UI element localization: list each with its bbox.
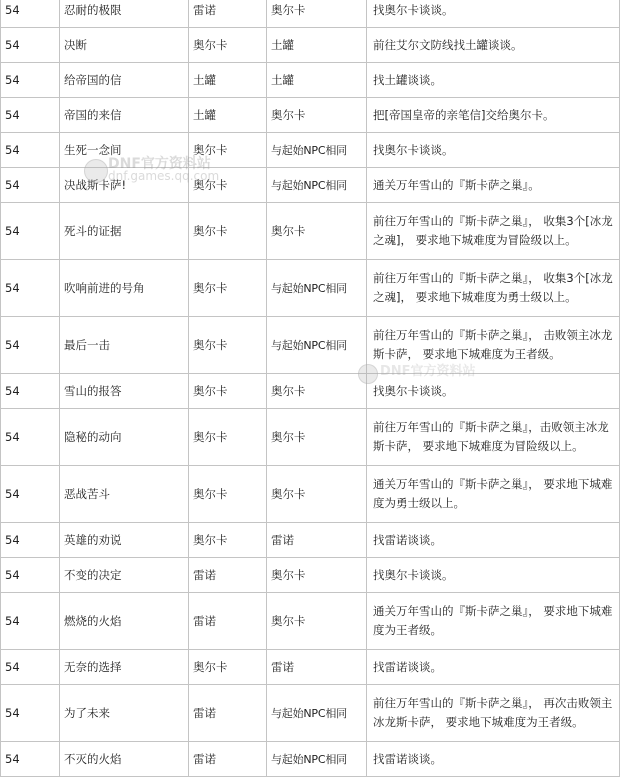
quest-level: 54 (1, 466, 60, 523)
quest-end-npc: 与起始NPC相同 (267, 260, 367, 317)
quest-end-npc: 奥尔卡 (267, 203, 367, 260)
quest-end-npc: 与起始NPC相同 (267, 685, 367, 742)
quest-start-npc: 奥尔卡 (189, 374, 267, 409)
quest-requirement: 通关万年雪山的『斯卡萨之巢』。 (367, 168, 620, 203)
table-row (1, 63, 620, 98)
quest-name: 不灭的火焰 (60, 742, 189, 777)
quest-end-npc: 奥尔卡 (267, 466, 367, 523)
quest-level: 54 (1, 28, 60, 63)
quest-start-npc: 雷诺 (189, 0, 267, 28)
quest-level: 54 (1, 558, 60, 593)
quest-level: 54 (1, 409, 60, 466)
table-row (1, 260, 620, 317)
quest-requirement: 找雷诺谈谈。 (367, 523, 620, 558)
quest-name: 决战斯卡萨! (60, 168, 189, 203)
quest-end-npc: 奥尔卡 (267, 0, 367, 28)
quest-name: 无奈的选择 (60, 650, 189, 685)
quest-name: 给帝国的信 (60, 63, 189, 98)
table-row (1, 466, 620, 523)
quest-start-npc: 雷诺 (189, 558, 267, 593)
quest-level: 54 (1, 317, 60, 374)
quest-requirement: 前往万年雪山的『斯卡萨之巢』，击败领主冰龙斯卡萨， 要求地下城难度为冒险级以上。 (367, 409, 620, 466)
quest-requirement: 把[帝国皇帝的亲笔信]交给奥尔卡。 (367, 98, 620, 133)
quest-requirement: 找奥尔卡谈谈。 (367, 374, 620, 409)
quest-requirement: 找雷诺谈谈。 (367, 650, 620, 685)
quest-end-npc: 与起始NPC相同 (267, 168, 367, 203)
watermark-logo-icon (84, 159, 108, 183)
quest-level: 54 (1, 260, 60, 317)
quest-start-npc: 奥尔卡 (189, 650, 267, 685)
table-row (1, 523, 620, 558)
quest-start-npc: 奥尔卡 (189, 409, 267, 466)
quest-level: 54 (1, 374, 60, 409)
quest-requirement: 前往万年雪山的『斯卡萨之巢』， 击败领主冰龙斯卡萨， 要求地下城难度为王者级。 (367, 317, 620, 374)
quest-requirement: 通关万年雪山的『斯卡萨之巢』， 要求地下城难度为王者级。 (367, 593, 620, 650)
quest-name: 吹响前进的号角 (60, 260, 189, 317)
quest-end-npc: 奥尔卡 (267, 409, 367, 466)
quest-requirement: 找奥尔卡谈谈。 (367, 558, 620, 593)
quest-level: 54 (1, 203, 60, 260)
quest-end-npc: 与起始NPC相同 (267, 133, 367, 168)
quest-name: 决断 (60, 28, 189, 63)
quest-level: 54 (1, 168, 60, 203)
quest-level: 54 (1, 133, 60, 168)
quest-name: 生死一念间 (60, 133, 189, 168)
table-row (1, 203, 620, 260)
quest-end-npc: 与起始NPC相同 (267, 317, 367, 374)
quest-end-npc: 与起始NPC相同 (267, 742, 367, 777)
quest-start-npc: 雷诺 (189, 685, 267, 742)
quest-requirement: 前往万年雪山的『斯卡萨之巢』， 收集3个[冰龙之魂]， 要求地下城难度为勇士级以上。 (367, 260, 620, 317)
quest-start-npc: 奥尔卡 (189, 168, 267, 203)
quest-requirement: 前往万年雪山的『斯卡萨之巢』， 再次击败领主冰龙斯卡萨， 要求地下城难度为王者级。 (367, 685, 620, 742)
quest-level: 54 (1, 650, 60, 685)
table-row (1, 374, 620, 409)
quest-start-npc: 土罐 (189, 63, 267, 98)
table-row (1, 593, 620, 650)
quest-level: 54 (1, 742, 60, 777)
quest-requirement: 找奥尔卡谈谈。 (367, 133, 620, 168)
quest-name: 恶战苦斗 (60, 466, 189, 523)
quest-start-npc: 奥尔卡 (189, 133, 267, 168)
quest-start-npc: 奥尔卡 (189, 317, 267, 374)
quest-requirement: 找奥尔卡谈谈。 (367, 0, 620, 28)
quest-requirement: 通关万年雪山的『斯卡萨之巢』， 要求地下城难度为勇士级以上。 (367, 466, 620, 523)
quest-level: 54 (1, 593, 60, 650)
quest-end-npc: 土罐 (267, 28, 367, 63)
quest-start-npc: 雷诺 (189, 742, 267, 777)
quest-name: 为了未来 (60, 685, 189, 742)
quest-end-npc: 土罐 (267, 63, 367, 98)
quest-name: 帝国的来信 (60, 98, 189, 133)
quest-end-npc: 雷诺 (267, 650, 367, 685)
quest-start-npc: 奥尔卡 (189, 523, 267, 558)
quest-name: 雪山的报答 (60, 374, 189, 409)
quest-end-npc: 奥尔卡 (267, 558, 367, 593)
quest-requirement: 找土罐谈谈。 (367, 63, 620, 98)
table-row (1, 685, 620, 742)
table-row (1, 742, 620, 777)
quest-name: 燃烧的火焰 (60, 593, 189, 650)
quest-name: 英雄的劝说 (60, 523, 189, 558)
quest-level: 54 (1, 523, 60, 558)
quest-name: 最后一击 (60, 317, 189, 374)
quest-start-npc: 土罐 (189, 98, 267, 133)
quest-name: 隐秘的动向 (60, 409, 189, 466)
quest-start-npc: 奥尔卡 (189, 466, 267, 523)
quest-requirement: 找雷诺谈谈。 (367, 742, 620, 777)
watermark-text: DNF官方资料站 (108, 156, 211, 172)
quest-end-npc: 雷诺 (267, 523, 367, 558)
quest-start-npc: 奥尔卡 (189, 260, 267, 317)
table-row (1, 558, 620, 593)
quest-name: 忍耐的极限 (60, 0, 189, 28)
table-row (1, 28, 620, 63)
watermark-text: DNF官方资料站 (380, 364, 476, 379)
quest-start-npc: 雷诺 (189, 593, 267, 650)
quest-level: 54 (1, 0, 60, 28)
quest-end-npc: 奥尔卡 (267, 374, 367, 409)
quest-start-npc: 奥尔卡 (189, 203, 267, 260)
quest-level: 54 (1, 63, 60, 98)
quest-level: 54 (1, 98, 60, 133)
table-row (1, 317, 620, 374)
quest-name: 死斗的证据 (60, 203, 189, 260)
quest-table-body (1, 0, 620, 777)
watermark-logo-icon (358, 364, 378, 384)
quest-requirement: 前往艾尔文防线找土罐谈谈。 (367, 28, 620, 63)
table-row (1, 650, 620, 685)
table-row (1, 409, 620, 466)
quest-name: 不变的决定 (60, 558, 189, 593)
watermark-url: dnf.games.qq.com (108, 169, 220, 183)
table-row (1, 98, 620, 133)
quest-end-npc: 奥尔卡 (267, 98, 367, 133)
quest-start-npc: 奥尔卡 (189, 28, 267, 63)
quest-end-npc: 奥尔卡 (267, 593, 367, 650)
quest-level: 54 (1, 685, 60, 742)
table-row (1, 0, 620, 28)
quest-requirement: 前往万年雪山的『斯卡萨之巢』， 收集3个[冰龙之魂]， 要求地下城难度为冒险级以上。 (367, 203, 620, 260)
